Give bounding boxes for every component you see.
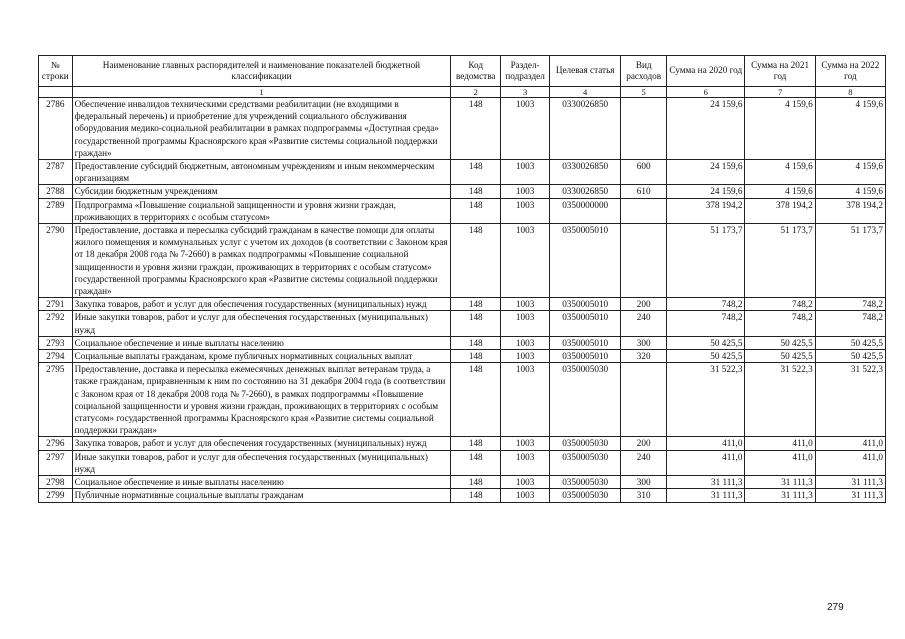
sum-2021-cell: 748,2 <box>745 298 815 311</box>
department-code-cell: 148 <box>451 336 501 349</box>
sum-2020-cell: 748,2 <box>667 298 745 311</box>
sum-2021-cell: 31 111,3 <box>745 476 815 489</box>
sum-2020-cell: 24 159,6 <box>667 98 745 160</box>
table-body <box>39 98 886 503</box>
department-code-cell: 148 <box>451 350 501 363</box>
sum-2020-cell: 378 194,2 <box>667 198 745 223</box>
table-row <box>39 98 886 160</box>
header-name: Наименование главных распорядителей и наименование показателей бюджетной классификации <box>72 56 451 87</box>
sum-2022-cell: 748,2 <box>815 298 885 311</box>
department-code-cell: 148 <box>451 489 501 502</box>
sum-2021-cell: 31 111,3 <box>745 489 815 502</box>
target-article-cell: 0350000000 <box>550 198 621 223</box>
name-cell: Предоставление, доставка и пересылка ежемесячных денежных выплат ветеранам труда, а также гражданам, приравненным к ним по состоянию на 31 декабря 2004 года (в соответствии с Законом края от 18 декабря 2008 года № 7-2660), в рамках подпрограммы «Повышение социальной защищенности и уровня жизни граждан, проживающих в территориях с особым статусом» государственной программы Красноярского края «Развитие системы социальной поддержки граждан» <box>72 363 451 437</box>
sum-2020-cell: 24 159,6 <box>667 160 745 185</box>
name-cell: Подпрограмма «Повышение социальной защищенности и уровня жизни граждан, проживающих в территориях с особым статусом» <box>72 198 451 223</box>
department-code-cell: 148 <box>451 363 501 437</box>
sum-2021-cell: 4 159,6 <box>745 185 815 198</box>
sum-2021-cell: 411,0 <box>745 437 815 450</box>
department-code-cell: 148 <box>451 98 501 160</box>
name-cell: Закупка товаров, работ и услуг для обеспечения государственных (муниципальных) нужд <box>72 437 451 450</box>
sum-2022-cell: 411,0 <box>815 450 885 475</box>
row-number-cell: 2789 <box>39 198 73 223</box>
name-cell: Предоставление, доставка и пересылка субсидий гражданам в качестве помощи для оплаты жилого помещения и коммунальных услуг с учетом их доходов (в соответствии с Законом края от 18 декабря 2008 года № 7-2660) в рамках подпрограммы «Повышение социальной защищенности и уровня жизни граждан, проживающих в территориях с особым статусом» государственной программы Красноярского края «Развитие системы социальной поддержки граждан» <box>72 224 451 298</box>
target-article-cell: 0350005010 <box>550 224 621 298</box>
section-cell: 1003 <box>501 336 550 349</box>
column-number: 5 <box>621 87 667 98</box>
target-article-cell: 0350005030 <box>550 363 621 437</box>
sum-2022-cell: 50 425,5 <box>815 336 885 349</box>
header-sum-2021: Сумма на 2021 год <box>745 56 815 87</box>
sum-2020-cell: 50 425,5 <box>667 350 745 363</box>
expense-type-cell: 300 <box>621 336 667 349</box>
department-code-cell: 148 <box>451 298 501 311</box>
department-code-cell: 148 <box>451 437 501 450</box>
column-number: 4 <box>550 87 621 98</box>
sum-2020-cell: 50 425,5 <box>667 336 745 349</box>
column-number: 6 <box>667 87 745 98</box>
sum-2020-cell: 31 111,3 <box>667 489 745 502</box>
target-article-cell: 0350005030 <box>550 450 621 475</box>
section-cell: 1003 <box>501 160 550 185</box>
target-article-cell: 0330026850 <box>550 160 621 185</box>
row-number-cell: 2797 <box>39 450 73 475</box>
section-cell: 1003 <box>501 224 550 298</box>
target-article-cell: 0350005010 <box>550 336 621 349</box>
department-code-cell: 148 <box>451 224 501 298</box>
table-row <box>39 336 886 349</box>
expense-type-cell: 610 <box>621 185 667 198</box>
table-row <box>39 350 886 363</box>
column-number <box>39 87 73 98</box>
row-number-cell: 2788 <box>39 185 73 198</box>
row-number-cell: 2793 <box>39 336 73 349</box>
expense-type-cell <box>621 198 667 223</box>
budget-table <box>38 55 886 503</box>
sum-2020-cell: 411,0 <box>667 450 745 475</box>
target-article-cell: 0350005010 <box>550 350 621 363</box>
header-sum-2020: Сумма на 2020 год <box>667 56 745 87</box>
name-cell: Субсидии бюджетным учреждениям <box>72 185 451 198</box>
table-row <box>39 489 886 502</box>
row-number-cell: 2786 <box>39 98 73 160</box>
page-number: 279 <box>827 602 844 613</box>
target-article-cell: 0330026850 <box>550 185 621 198</box>
sum-2022-cell: 31 111,3 <box>815 489 885 502</box>
sum-2020-cell: 411,0 <box>667 437 745 450</box>
header-section: Раздел-подраздел <box>501 56 550 87</box>
department-code-cell: 148 <box>451 450 501 475</box>
section-cell: 1003 <box>501 489 550 502</box>
expense-type-cell: 600 <box>621 160 667 185</box>
expense-type-cell <box>621 224 667 298</box>
expense-type-cell: 200 <box>621 298 667 311</box>
header-row-number: № строки <box>39 56 73 87</box>
table-row <box>39 160 886 185</box>
table-row <box>39 363 886 437</box>
section-cell: 1003 <box>501 198 550 223</box>
section-cell: 1003 <box>501 476 550 489</box>
budget-table-container <box>38 55 886 503</box>
column-number: 8 <box>815 87 885 98</box>
sum-2022-cell: 31 522,3 <box>815 363 885 437</box>
section-cell: 1003 <box>501 437 550 450</box>
column-number: 3 <box>501 87 550 98</box>
sum-2020-cell: 24 159,6 <box>667 185 745 198</box>
sum-2022-cell: 31 111,3 <box>815 476 885 489</box>
row-number-cell: 2798 <box>39 476 73 489</box>
department-code-cell: 148 <box>451 311 501 336</box>
department-code-cell: 148 <box>451 476 501 489</box>
section-cell: 1003 <box>501 450 550 475</box>
sum-2020-cell: 748,2 <box>667 311 745 336</box>
name-cell: Социальные выплаты гражданам, кроме публичных нормативных социальных выплат <box>72 350 451 363</box>
name-cell: Обеспечение инвалидов техническими средствами реабилитации (не входящими в федеральный перечень) и приобретение для учреждений социального обслуживания оборудования медико-социальной реабилитации в рамках подпрограммы «Доступная среда» государственной программы Красноярского края «Развитие системы социальной поддержки граждан» <box>72 98 451 160</box>
sum-2021-cell: 748,2 <box>745 311 815 336</box>
expense-type-cell: 240 <box>621 311 667 336</box>
sum-2022-cell: 748,2 <box>815 311 885 336</box>
header-department-code: Код ведомства <box>451 56 501 87</box>
row-number-cell: 2792 <box>39 311 73 336</box>
target-article-cell: 0350005010 <box>550 311 621 336</box>
sum-2021-cell: 50 425,5 <box>745 336 815 349</box>
department-code-cell: 148 <box>451 185 501 198</box>
sum-2021-cell: 378 194,2 <box>745 198 815 223</box>
name-cell: Иные закупки товаров, работ и услуг для обеспечения государственных (муниципальных) нужд <box>72 450 451 475</box>
department-code-cell: 148 <box>451 198 501 223</box>
row-number-cell: 2791 <box>39 298 73 311</box>
expense-type-cell: 240 <box>621 450 667 475</box>
target-article-cell: 0350005030 <box>550 476 621 489</box>
expense-type-cell <box>621 98 667 160</box>
sum-2020-cell: 31 522,3 <box>667 363 745 437</box>
table-row <box>39 476 886 489</box>
sum-2021-cell: 51 173,7 <box>745 224 815 298</box>
sum-2021-cell: 50 425,5 <box>745 350 815 363</box>
table-row <box>39 298 886 311</box>
sum-2022-cell: 4 159,6 <box>815 160 885 185</box>
name-cell: Публичные нормативные социальные выплаты гражданам <box>72 489 451 502</box>
target-article-cell: 0350005030 <box>550 489 621 502</box>
table-row <box>39 450 886 475</box>
target-article-cell: 0350005030 <box>550 437 621 450</box>
table-row <box>39 198 886 223</box>
sum-2021-cell: 4 159,6 <box>745 98 815 160</box>
sum-2022-cell: 4 159,6 <box>815 98 885 160</box>
sum-2022-cell: 4 159,6 <box>815 185 885 198</box>
column-number-row <box>39 87 886 98</box>
section-cell: 1003 <box>501 185 550 198</box>
row-number-cell: 2794 <box>39 350 73 363</box>
table-row <box>39 224 886 298</box>
sum-2022-cell: 411,0 <box>815 437 885 450</box>
sum-2021-cell: 4 159,6 <box>745 160 815 185</box>
row-number-cell: 2799 <box>39 489 73 502</box>
sum-2021-cell: 411,0 <box>745 450 815 475</box>
section-cell: 1003 <box>501 298 550 311</box>
target-article-cell: 0330026850 <box>550 98 621 160</box>
row-number-cell: 2796 <box>39 437 73 450</box>
name-cell: Социальное обеспечение и иные выплаты населению <box>72 336 451 349</box>
column-number: 1 <box>72 87 451 98</box>
row-number-cell: 2790 <box>39 224 73 298</box>
section-cell: 1003 <box>501 363 550 437</box>
section-cell: 1003 <box>501 350 550 363</box>
name-cell: Иные закупки товаров, работ и услуг для обеспечения государственных (муниципальных) нужд <box>72 311 451 336</box>
expense-type-cell <box>621 363 667 437</box>
sum-2022-cell: 51 173,7 <box>815 224 885 298</box>
sum-2020-cell: 31 111,3 <box>667 476 745 489</box>
row-number-cell: 2795 <box>39 363 73 437</box>
expense-type-cell: 200 <box>621 437 667 450</box>
header-sum-2022: Сумма на 2022 год <box>815 56 885 87</box>
name-cell: Социальное обеспечение и иные выплаты населению <box>72 476 451 489</box>
name-cell: Закупка товаров, работ и услуг для обеспечения государственных (муниципальных) нужд <box>72 298 451 311</box>
expense-type-cell: 300 <box>621 476 667 489</box>
name-cell: Предоставление субсидий бюджетным, автономным учреждениям и иным некоммерческим организациям <box>72 160 451 185</box>
expense-type-cell: 310 <box>621 489 667 502</box>
sum-2022-cell: 50 425,5 <box>815 350 885 363</box>
column-number: 2 <box>451 87 501 98</box>
table-row <box>39 311 886 336</box>
expense-type-cell: 320 <box>621 350 667 363</box>
section-cell: 1003 <box>501 311 550 336</box>
column-number: 7 <box>745 87 815 98</box>
sum-2020-cell: 51 173,7 <box>667 224 745 298</box>
header-target-article: Целевая статья <box>550 56 621 87</box>
department-code-cell: 148 <box>451 160 501 185</box>
target-article-cell: 0350005010 <box>550 298 621 311</box>
header-expense-type: Вид расходов <box>621 56 667 87</box>
header-row <box>39 56 886 87</box>
sum-2021-cell: 31 522,3 <box>745 363 815 437</box>
table-row <box>39 185 886 198</box>
sum-2022-cell: 378 194,2 <box>815 198 885 223</box>
section-cell: 1003 <box>501 98 550 160</box>
row-number-cell: 2787 <box>39 160 73 185</box>
table-row <box>39 437 886 450</box>
